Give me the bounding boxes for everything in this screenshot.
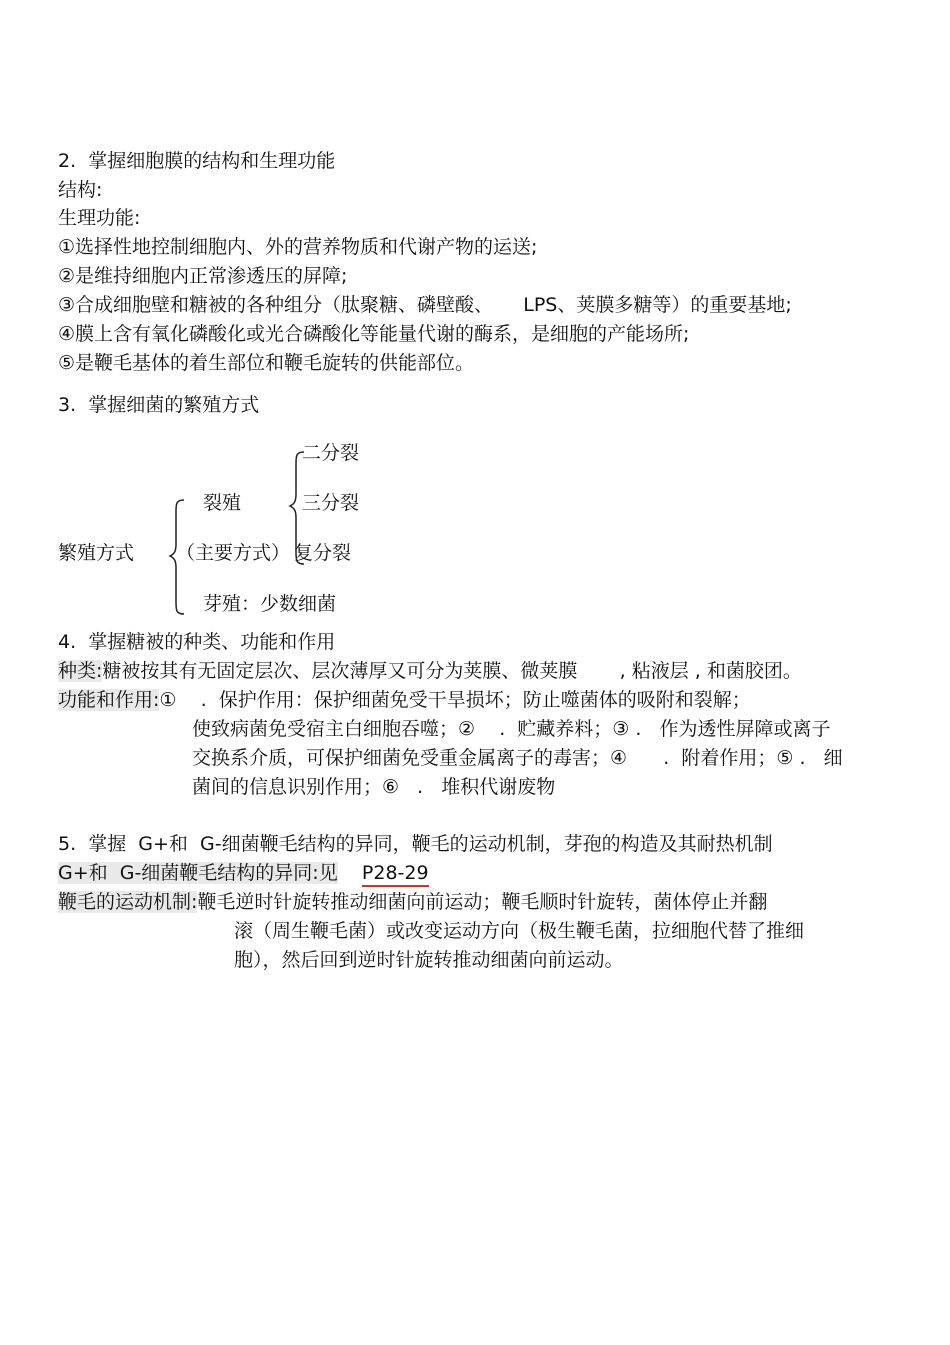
flagella-diff-label: G+和 G-细菌鞭毛结构的异同: (58, 862, 319, 884)
multiple-fission-label: 复分裂 (294, 542, 352, 564)
function-line: 使致病菌免受宿主白细胞吞噬；② . 贮藏养料；③ . 作为透性屏障或离子 (192, 718, 831, 740)
membrane-function-item: ③合成细胞壁和糖被的各种组分（肽聚糖、磷壁酸、 LPS、荚膜多糖等）的重要基地; (58, 294, 792, 316)
fission-label: 裂殖 (203, 492, 242, 514)
membrane-function-item: ⑤是鞭毛基体的着生部位和鞭毛旋转的供能部位。 (58, 352, 475, 374)
function-line: 交换系介质，可保护细菌免受重金属离子的毒害；④ . 附着作用；⑤ . 细 (192, 747, 843, 769)
membrane-function-item: ④膜上含有氧化磷酸化或光合磷酸化等能量代谢的酶系，是细胞的产能场所; (58, 323, 690, 345)
section-2-title: 2. 掌握细胞膜的结构和生理功能 (58, 150, 336, 172)
types-text: 糖被按其有无固定层次、层次薄厚又可分为荚膜、微荚膜 , 粘液层 , 和菌胶团。 (102, 660, 802, 682)
types-label: 种类: (58, 660, 103, 682)
binary-fission-label: 二分裂 (302, 442, 360, 464)
motion-mechanism-label: 鞭毛的运动机制: (58, 891, 198, 913)
see-label: 见 (318, 862, 338, 884)
capsule-types-row (58, 658, 802, 684)
page-reference-link[interactable]: P28-29 (362, 862, 429, 887)
motion-line: 滚（周生鞭毛菌）或改变运动方向（极生鞭毛菌，拉细胞代替了推细 (234, 920, 805, 942)
function-line: ① . 保护作用：保护细菌免受干旱损坏；防止噬菌体的吸附和裂解； (159, 689, 751, 711)
fission-note: （主要方式） (176, 542, 291, 564)
motion-line: 胞），然后回到逆时针旋转推动细菌向前运动。 (234, 949, 624, 971)
membrane-function-item: ②是维持细胞内正常渗透压的屏障; (58, 265, 348, 287)
section-3-title: 3. 掌握细菌的繁殖方式 (58, 394, 260, 416)
motion-row (58, 889, 767, 915)
flagella-diff-row (58, 860, 429, 886)
membrane-function-item: ①选择性地控制细胞内、外的营养物质和代谢产物的运送; (58, 236, 538, 258)
diagram-root-label: 繁殖方式 (58, 542, 135, 564)
section-5-title: 5. 掌握 G+和 G-细菌鞭毛结构的异同，鞭毛的运动机制，芽孢的构造及其耐热机制 (58, 833, 773, 855)
function-and-role-label: 功能和作用: (58, 689, 160, 711)
function-label: 生理功能: (58, 207, 141, 229)
structure-label: 结构: (58, 179, 103, 201)
section-4-title: 4. 掌握糖被的种类、功能和作用 (58, 631, 336, 653)
budding-label: 芽殖：少数细菌 (203, 593, 337, 615)
ternary-fission-label: 三分裂 (302, 492, 360, 514)
motion-line: 鞭毛逆时针旋转推动细菌向前运动；鞭毛顺时针旋转，菌体停止并翻 (197, 891, 768, 913)
function-line: 菌间的信息识别作用；⑥ . 堆积代谢废物 (192, 776, 556, 798)
function-row (58, 687, 751, 713)
